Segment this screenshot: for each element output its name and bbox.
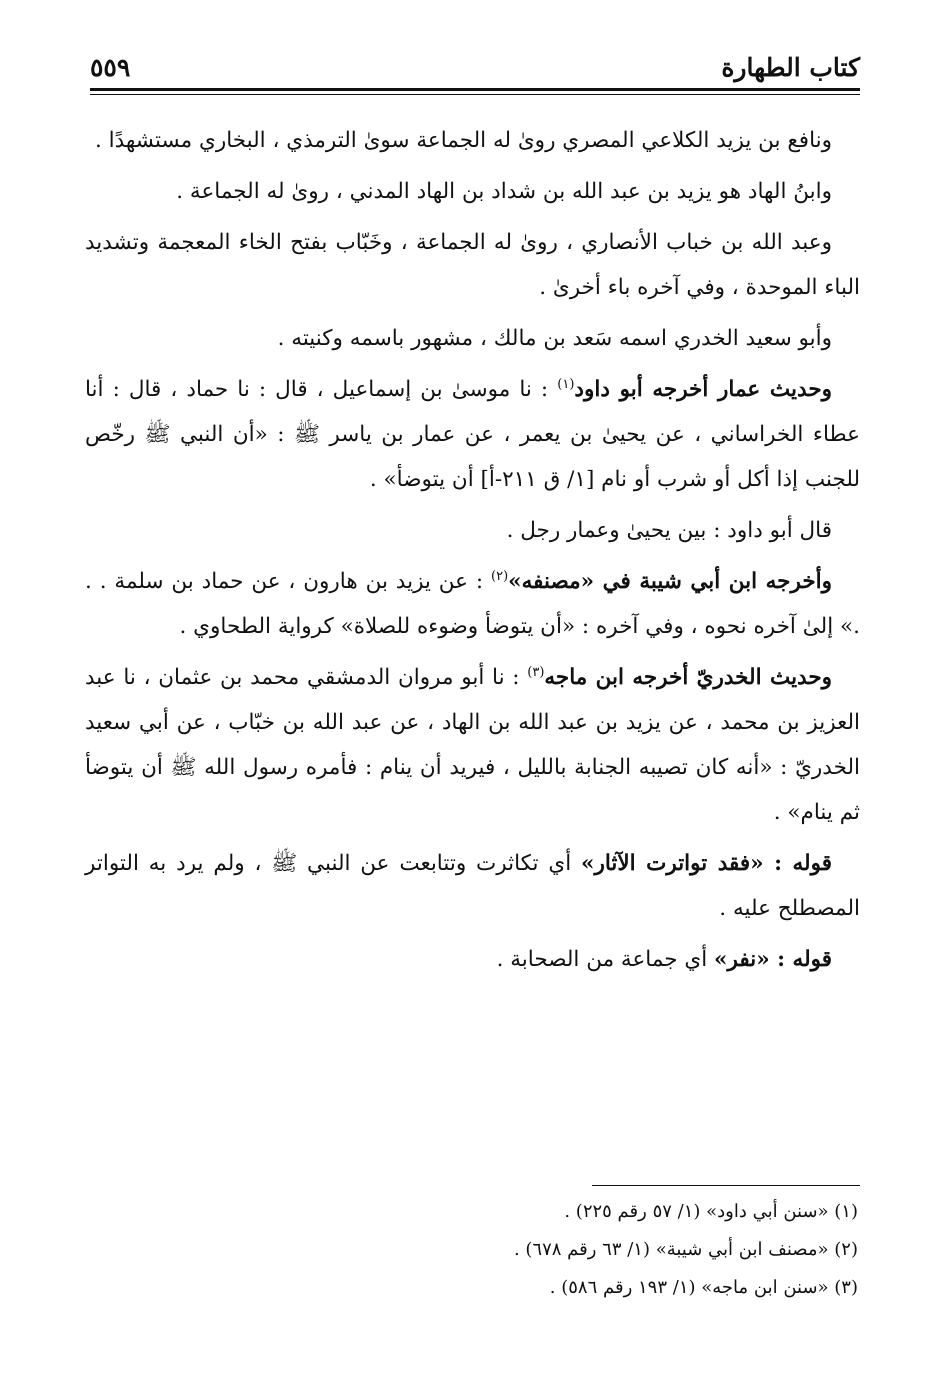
paragraph-lead: قوله : «فقد تواترت الآثار» xyxy=(581,851,832,876)
footnotes xyxy=(90,1193,858,1307)
footnote-ref: (٣) xyxy=(527,664,545,680)
page-number: ٥٥٩ xyxy=(90,53,131,82)
paragraph-lead: وحديث عمار أخرجه أبو داود xyxy=(574,377,832,402)
paragraph xyxy=(85,937,860,982)
book-title: كتاب الطهارة xyxy=(721,53,860,82)
paragraph xyxy=(85,169,860,214)
footnote: (٣) «سنن ابن ماجه» (١/ ١٩٣ رقم ٥٨٦) . xyxy=(549,1277,858,1298)
running-head xyxy=(90,42,860,82)
paragraph xyxy=(85,508,860,553)
footnote: (١) «سنن أبي داود» (١/ ٥٧ رقم ٢٢٥) . xyxy=(564,1201,858,1222)
paragraph-text: وعبد الله بن خباب الأنصاري ، روىٰ له الجماعة ، وخَبّاب بفتح الخاء المعجمة وتشديد الباء الموحدة ، وفي آخره باء أخرىٰ . xyxy=(85,230,860,300)
paragraph xyxy=(85,367,860,502)
paragraph-text: : نا موسىٰ بن إسماعيل ، قال : نا حماد ، قال : أنا عطاء الخراساني ، عن يحيىٰ بن يعمر ، عن عمار بن ياسر ﷺ : «أن النبي ﷺ رخّص للجنب إذا أكل أو شرب أو نام [١/ ق ٢١١-أ] أن يتوضأ» . xyxy=(85,377,860,492)
paragraph-text: أي تكاثرت وتتابعت عن النبي ﷺ ، ولم يرد به التواتر المصطلح عليه . xyxy=(85,851,860,921)
main-text xyxy=(85,118,860,988)
paragraph-text: أي جماعة من الصحابة . xyxy=(496,947,715,972)
footnote-separator xyxy=(592,1185,860,1186)
paragraph xyxy=(85,118,860,163)
paragraph-text: وأبو سعيد الخدري اسمه سَعد بن مالك ، مشهور باسمه وكنيته . xyxy=(277,326,832,351)
paragraph xyxy=(85,220,860,310)
paragraph-lead: وحديث الخدريّ أخرجه ابن ماجه xyxy=(544,665,833,690)
paragraph-lead: وأخرجه ابن أبي شيبة في «مصنفه» xyxy=(508,569,832,594)
paragraph-text: قال أبو داود : بين يحيىٰ وعمار رجل . xyxy=(506,518,832,543)
paragraph xyxy=(85,841,860,931)
header-rule xyxy=(90,88,860,91)
footnote: (٢) «مصنف ابن أبي شيبة» (١/ ٦٣ رقم ٦٧٨) . xyxy=(513,1239,858,1260)
header-rule-thin xyxy=(90,94,860,95)
paragraph-text: ونافع بن يزيد الكلاعي المصري روىٰ له الجماعة سوىٰ الترمذي ، البخاري مستشهدًا . xyxy=(94,128,832,153)
footnote-ref: (١) xyxy=(557,376,575,392)
paragraph-text: : عن يزيد بن هارون ، عن حماد بن سلمة . . .» إلىٰ آخره نحوه ، وفي آخره : «أن يتوضأ وضوءه للصلاة» كرواية الطحاوي . xyxy=(85,569,860,639)
paragraph-text: : نا أبو مروان الدمشقي محمد بن عثمان ، نا عبد العزيز بن محمد ، عن يزيد بن عبد الله بن الهاد ، عن عبد الله بن خبّاب ، عن أبي سعيد الخدريّ : «أنه كان تصيبه الجنابة بالليل ، فيريد أن ينام : فأمره رسول الله ﷺ أن يتوضأ ثم ينام» . xyxy=(85,665,860,825)
paragraph-text: وابنُ الهاد هو يزيد بن عبد الله بن شداد بن الهاد المدني ، روىٰ له الجماعة . xyxy=(176,179,832,204)
paragraph xyxy=(85,655,860,835)
footnote-ref: (٢) xyxy=(491,568,509,584)
paragraph-lead: قوله : «نفر» xyxy=(714,947,832,972)
paragraph xyxy=(85,559,860,649)
paragraph xyxy=(85,316,860,361)
